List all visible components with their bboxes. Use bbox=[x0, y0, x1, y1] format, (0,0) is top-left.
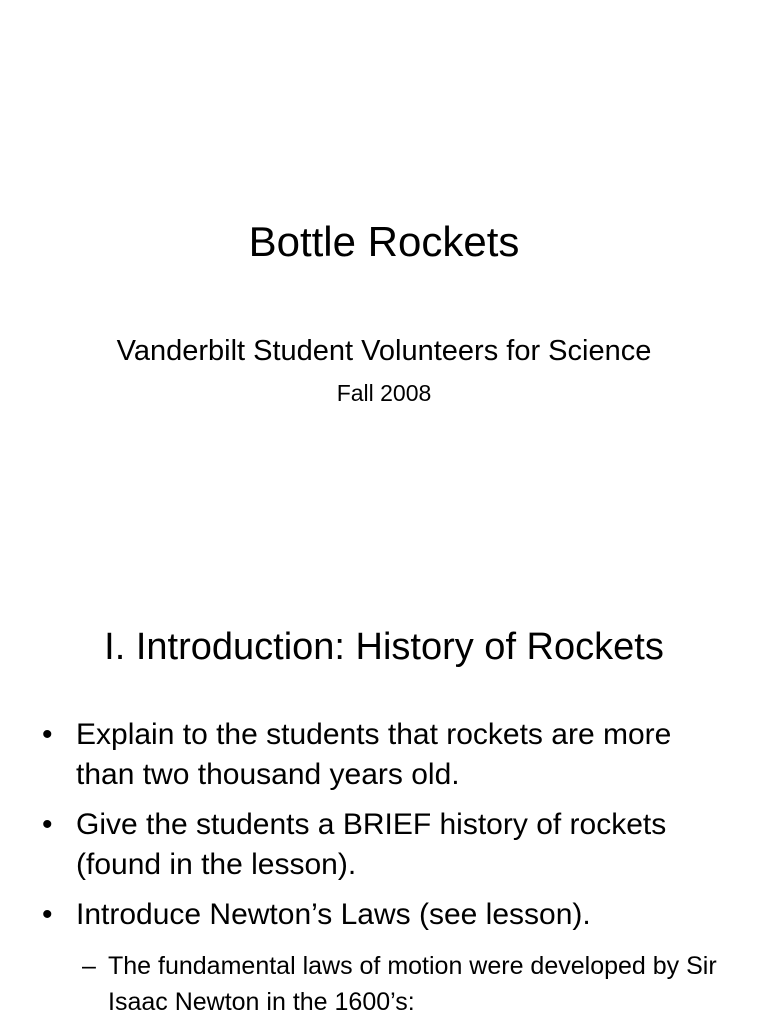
bullet-item bbox=[0, 895, 768, 935]
dash-icon: – bbox=[82, 952, 96, 980]
bullet-item bbox=[0, 805, 768, 885]
bullet-icon: • bbox=[42, 898, 53, 931]
bullet-text: Give the students a BRIEF history of rockets (found in the lesson). bbox=[76, 808, 667, 881]
slide-title: I. Introduction: History of Rockets bbox=[104, 626, 664, 668]
introduction-slide bbox=[0, 576, 768, 1024]
presentation-subtitle: Vanderbilt Student Volunteers for Science bbox=[116, 335, 652, 367]
bullet-icon: • bbox=[42, 808, 53, 841]
bullet-item bbox=[0, 715, 768, 795]
bullet-list bbox=[0, 715, 768, 945]
presentation-date: Fall 2008 bbox=[336, 380, 432, 406]
bullet-icon: • bbox=[42, 718, 53, 751]
sub-bullet-text: The fundamental laws of motion were developed by Sir Isaac Newton in the 1600’s: bbox=[108, 952, 717, 1016]
bullet-text: Introduce Newton’s Laws (see lesson). bbox=[76, 898, 591, 931]
sub-bullet-item bbox=[0, 948, 768, 1020]
bullet-text: Explain to the students that rockets are more than two thousand years old. bbox=[76, 718, 672, 791]
presentation-title: Bottle Rockets bbox=[248, 218, 520, 265]
sub-bullet-list bbox=[0, 948, 768, 1020]
